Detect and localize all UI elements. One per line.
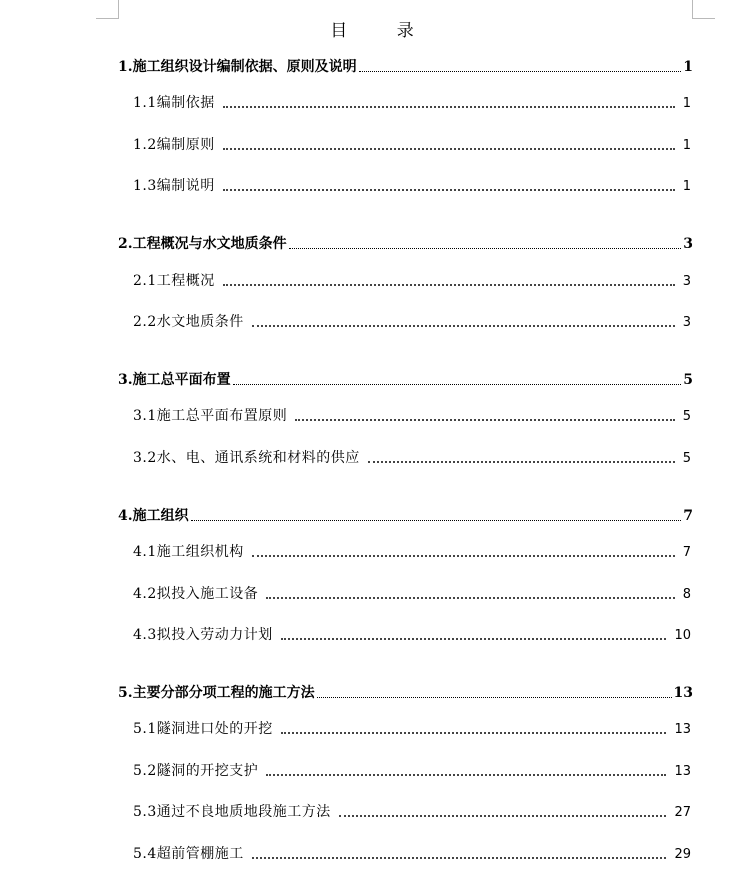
toc-entry-label: 1.2编制原则 (133, 137, 215, 153)
dot-leader (223, 147, 675, 150)
toc-entry-label: 5.2隧洞的开挖支护 (133, 763, 259, 779)
toc-entry-3-2[interactable] (133, 447, 691, 467)
toc-entry-page: 13 (673, 685, 693, 701)
toc-entry-label: 5.4超前管棚施工 (133, 846, 244, 862)
toc-entry-1[interactable] (118, 56, 693, 76)
toc-entry-label: 4.2拟投入施工设备 (133, 586, 259, 602)
toc-entry-4-3[interactable] (133, 624, 691, 644)
toc-entry-4[interactable] (118, 505, 693, 525)
toc-entry-page: 1 (682, 96, 691, 111)
toc-entry-label: 3.施工总平面布置 (118, 372, 231, 388)
toc-entry-5-2[interactable] (133, 760, 691, 780)
toc-entry-page: 3 (682, 274, 691, 289)
dot-leader (233, 383, 682, 385)
toc-entry-page: 13 (674, 722, 691, 737)
dot-leader (295, 418, 674, 421)
toc-entry-page: 5 (682, 451, 691, 466)
toc-entry-2-2[interactable] (133, 311, 691, 331)
dot-leader (223, 188, 675, 191)
toc-entry-label: 4.1施工组织机构 (133, 544, 244, 560)
dot-leader (281, 731, 667, 734)
toc-entry-page: 13 (674, 764, 691, 779)
toc-entry-label: 2.1工程概况 (133, 273, 215, 289)
toc-entry-page: 5 (683, 372, 693, 388)
toc-entry-1-3[interactable] (133, 175, 691, 195)
toc-entry-page: 8 (682, 587, 691, 602)
toc-entry-label: 4.3拟投入劳动力计划 (133, 627, 273, 643)
toc-entry-page: 10 (674, 628, 691, 643)
toc-entry-label: 1.3编制说明 (133, 178, 215, 194)
dot-leader (281, 637, 667, 640)
toc-entry-page: 29 (674, 847, 691, 862)
toc-entry-1-2[interactable] (133, 134, 691, 154)
dot-leader (252, 856, 667, 859)
dot-leader (223, 105, 675, 108)
toc-entry-5[interactable] (118, 682, 693, 702)
dot-leader (289, 247, 682, 249)
toc-entry-5-1[interactable] (133, 718, 691, 738)
toc-entry-1-1[interactable] (133, 92, 691, 112)
toc-entry-label: 5.3通过不良地质地段施工方法 (133, 804, 331, 820)
toc-entry-label: 1.施工组织设计编制依据、原则及说明 (118, 59, 357, 75)
toc-entry-3-1[interactable] (133, 405, 691, 425)
toc-entry-label: 2.工程概况与水文地质条件 (118, 236, 287, 252)
toc-entry-5-3[interactable] (133, 801, 691, 821)
toc-entry-label: 4.施工组织 (118, 508, 189, 524)
toc-entry-page: 27 (674, 805, 691, 820)
toc-entry-page: 1 (683, 59, 693, 75)
dot-leader (191, 519, 682, 521)
toc-entry-page: 1 (682, 179, 691, 194)
toc-entry-label: 5.1隧洞进口处的开挖 (133, 721, 273, 737)
toc-entry-page: 5 (682, 409, 691, 424)
toc-entry-page: 7 (682, 545, 691, 560)
dot-leader (317, 696, 672, 698)
toc-entry-4-1[interactable] (133, 541, 691, 561)
toc-entry-2-1[interactable] (133, 270, 691, 290)
dot-leader (252, 554, 675, 557)
toc-entry-label: 3.2水、电、通讯系统和材料的供应 (133, 450, 360, 466)
toc-entry-5-4[interactable] (133, 843, 691, 863)
toc-title: 目 录 (330, 21, 436, 41)
dot-leader (368, 460, 675, 463)
toc-entry-4-2[interactable] (133, 583, 691, 603)
toc-entry-3[interactable] (118, 369, 693, 389)
dot-leader (266, 773, 666, 776)
dot-leader (252, 324, 675, 327)
toc-entry-label: 2.2水文地质条件 (133, 314, 244, 330)
toc-entry-page: 3 (682, 315, 691, 330)
toc-entry-page: 3 (683, 236, 693, 252)
toc-entry-2[interactable] (118, 233, 693, 253)
dot-leader (359, 70, 682, 72)
toc-entry-label: 3.1施工总平面布置原则 (133, 408, 288, 424)
dot-leader (266, 596, 674, 599)
dot-leader (339, 814, 667, 817)
toc-entry-label: 1.1编制依据 (133, 95, 215, 111)
toc-entry-page: 7 (683, 508, 693, 524)
toc-entry-label: 5.主要分部分项工程的施工方法 (118, 685, 315, 701)
dot-leader (223, 283, 675, 286)
toc-entry-page: 1 (682, 138, 691, 153)
